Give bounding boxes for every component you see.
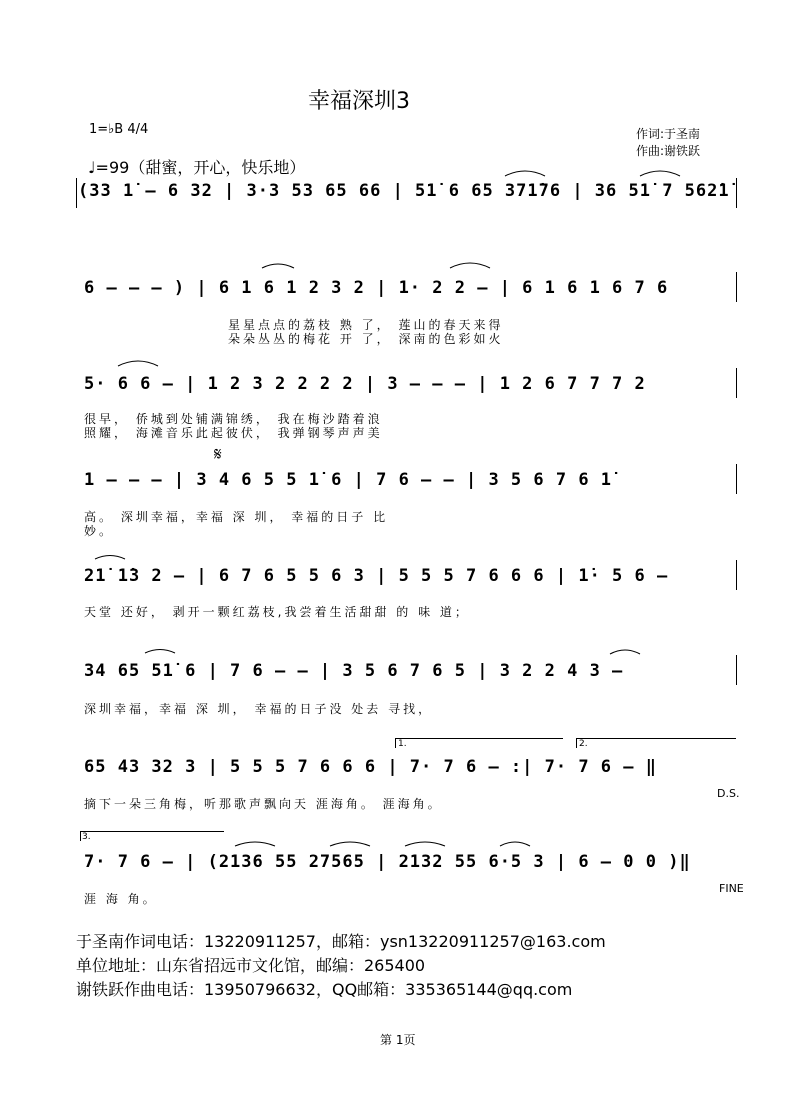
key-signature: 1=♭B 4/4	[89, 122, 149, 137]
lyricist: 作词:于圣南	[636, 127, 701, 141]
slur	[505, 171, 545, 176]
contact-line: 谢铁跃作曲电话：13950796632，QQ邮箱：335365144@qq.com	[76, 980, 573, 999]
lyrics-verse-2: 朵朵丛丛的梅花 开 了， 深南的色彩如火	[228, 332, 504, 346]
slur	[95, 556, 125, 560]
lyrics-verse-1: 天堂 还好， 剥开一颗红荔枝,我尝着生活甜甜 的 味 道；	[84, 605, 470, 619]
lyrics-verse-2: 妙。	[84, 524, 115, 538]
contact-line: 单位地址：山东省招远市文化馆，邮编：265400	[76, 956, 426, 975]
contact-line: 于圣南作词电话：13220911257，邮箱：ysn13220911257@163.com	[76, 932, 606, 951]
composer: 作曲:谢铁跃	[636, 144, 701, 158]
slur	[235, 842, 275, 846]
ds-mark: D.S.	[717, 787, 740, 800]
lyrics-verse-1: 很早， 侨城到处铺满锦绣， 我在梅沙踏着浪	[84, 412, 383, 426]
lyrics-verse-2: 照耀， 海滩音乐此起彼伏， 我弹钢琴声声美	[84, 426, 383, 440]
slur	[262, 264, 294, 268]
notes-line: 6 – – – ) | 6 1 6 1 2 3 2 | 1· 2 2 – | 6 1 6 1 6 7 6	[84, 278, 669, 298]
volta-3-label: 3.	[82, 832, 91, 842]
slur	[640, 171, 680, 176]
slur	[145, 650, 175, 654]
slur	[450, 263, 490, 268]
lyrics-verse-1: 摘下一朵三角梅，听那歌声飘向天 涯海角。 涯海角。	[84, 797, 443, 811]
slur	[330, 842, 370, 846]
lyrics-verse-1: 涯 海 角。	[84, 892, 158, 906]
notes-line: (33 1̇ – 6 32 | 3·3 53 65 66 | 51̇ 6 65 371̇76 | 36 51̇ 7 562̇1̇	[78, 181, 730, 201]
fine-mark: FINE	[719, 882, 744, 895]
slur	[500, 842, 530, 846]
slur	[405, 842, 445, 846]
contact-info	[76, 930, 606, 1002]
notes-line: 21̇ 1̇3 2 – | 6 7 6 5 5 6 3 | 5 5 5 7 6 6 6 | 1̇· 5 6 –	[84, 566, 669, 586]
notes-line: 65 43 32 3 | 5 5 5 7 6 6 6 | 7· 7 6 – :| 7· 7 6 – ‖	[84, 757, 657, 777]
lyrics-verse-1: 深圳幸福，幸福 深 圳， 幸福的日子没 处去 寻找，	[84, 702, 434, 716]
notes-line: 1 – – – | 3 4 6 5 5 1̇ 6 | 7 6 – – | 3 5 6 7 6 1̇	[84, 470, 613, 490]
segno-sign: 𝄋	[214, 444, 222, 465]
volta-2-label: 2.	[579, 739, 588, 749]
page-number: 第 1页	[380, 1033, 416, 1047]
notes-line: 5· 6 6 – | 1 2 3 2 2 2 2 | 3 – – – | 1 2 6 7 7 7 2	[84, 374, 646, 394]
notes-line: 34 65 51̇ 6 | 7 6 – – | 3 5 6 7 6 5 | 3 2 2 4 3 –	[84, 661, 624, 681]
slur	[118, 361, 158, 366]
volta-1-label: 1.	[398, 739, 407, 749]
tempo-marking: ♩=99（甜蜜，开心，快乐地）	[88, 158, 306, 177]
slur	[610, 650, 640, 654]
lyrics-verse-1: 星星点点的荔枝 熟 了， 莲山的春天来得	[228, 318, 504, 332]
page-title: 幸福深圳3	[308, 89, 410, 114]
notes-line: 7· 7 6 – | (2136 55 27565 | 2132 55 6·5 3 | 6 – 0 0 )‖	[84, 852, 691, 872]
lyrics-verse-1: 高。 深圳幸福，幸福 深 圳， 幸福的日子 比	[84, 510, 389, 524]
